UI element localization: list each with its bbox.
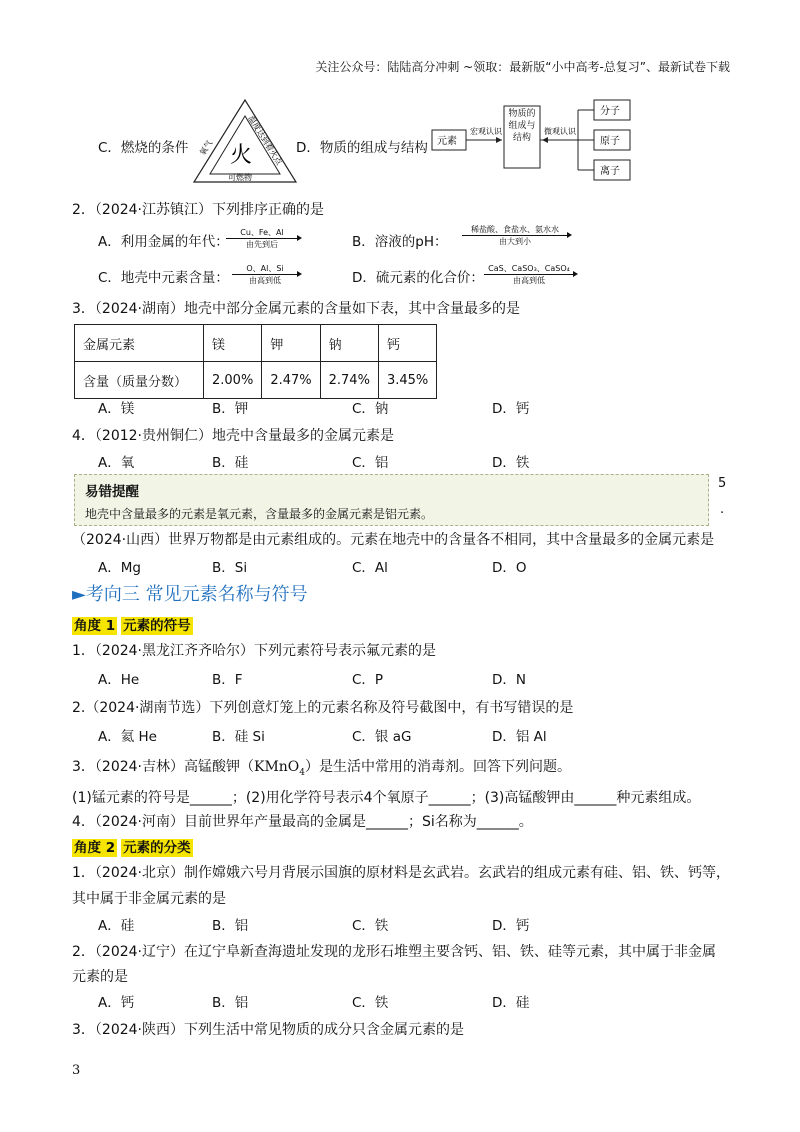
tip-text: 地壳中含量最多的元素是氧元素，含量最多的金属元素是铝元素。 bbox=[85, 507, 434, 521]
a2q2-option-c: C．铁 bbox=[352, 995, 389, 1011]
q2-option-b: B．溶液的pH： bbox=[352, 234, 448, 250]
a2q3-stem: 3．（2024·陕西）下列生活中常见物质的成分只含金属元素的是 bbox=[72, 1022, 464, 1038]
q4-option-b: B．硅 bbox=[212, 455, 249, 471]
metal-content-table bbox=[74, 324, 437, 399]
q2-option-c: C．地壳中元素含量： bbox=[98, 270, 229, 286]
table-cell: 2.74% bbox=[320, 362, 378, 399]
a1q1-option-a: A．He bbox=[98, 672, 140, 688]
q2-d-arrow: CaS、CaSO₃、CaSO₄ 由高到低 bbox=[484, 263, 574, 286]
q2-b-arrow: 稀盐酸、食盐水、氨水水 由大到小 bbox=[462, 224, 568, 247]
q2-c-arrow: O、Al、Si 由高到低 bbox=[232, 263, 298, 286]
q4-option-c: C．铝 bbox=[352, 455, 389, 471]
table-cell: 3.45% bbox=[378, 362, 436, 399]
a1q1-option-b: B．F bbox=[212, 672, 243, 688]
table-row bbox=[75, 362, 437, 399]
fire-label: 火 bbox=[230, 143, 253, 168]
a2q1-option-a: A．硅 bbox=[98, 918, 135, 934]
a2q2-option-b: B．铝 bbox=[212, 995, 249, 1011]
table-cell: 2.47% bbox=[262, 362, 320, 399]
angle-2-label: 角度 2 bbox=[74, 840, 116, 856]
q3-option-b: B．钾 bbox=[212, 401, 249, 417]
a1q2-option-c: C．银 aG bbox=[352, 729, 412, 745]
q5-option-a: A．Mg bbox=[98, 560, 141, 576]
q4-option-d: D．铁 bbox=[492, 455, 530, 471]
a1q1-option-d: D．N bbox=[492, 672, 526, 688]
table-cell: 钙 bbox=[378, 325, 436, 362]
q2-stem: 2．（2024·江苏镇江）下列排序正确的是 bbox=[72, 202, 324, 218]
q4-stem: 4．（2012·贵州铜仁）地壳中含量最多的金属元素是 bbox=[72, 428, 394, 444]
q5-number: 5 bbox=[718, 476, 727, 491]
q5-option-c: C．Al bbox=[352, 560, 388, 576]
temperature-label: 温度达到着火点 bbox=[246, 114, 284, 167]
q3-option-c: C．钠 bbox=[352, 401, 389, 417]
a1q2-option-a: A．氦 He bbox=[98, 729, 157, 745]
a2q2-line2: 元素的是 bbox=[72, 969, 128, 985]
a2q1-line1: 1．（2024·北京）制作嫦娥六号月背展示国旗的原材料是玄武岩。玄武岩的组成元素有硅、铝、铁、钙等， bbox=[72, 865, 730, 881]
center-box: 物质的组成与结构 bbox=[508, 109, 536, 143]
angle-1-title: 元素的符号 bbox=[123, 618, 191, 634]
angle-1-label: 角度 1 bbox=[74, 618, 116, 634]
a1q2-option-b: B．硅 Si bbox=[212, 729, 265, 745]
q1-option-c: C．燃烧的条件 bbox=[98, 140, 189, 156]
a2q1-option-b: B．铝 bbox=[212, 918, 249, 934]
q5-stem: （2024·山西）世界万物都是由元素组成的。元素在地壳中的含量各不相同，其中含量最多的金属元素是 bbox=[72, 532, 715, 548]
table-cell: 钠 bbox=[320, 325, 378, 362]
a1q2-option-d: D．铝 Al bbox=[492, 729, 547, 745]
fuel-label: 可燃物 bbox=[228, 173, 252, 182]
q2-option-d: D．硫元素的化合价： bbox=[352, 270, 484, 286]
element-box: 元素 bbox=[437, 136, 457, 147]
a2q2-option-d: D．硅 bbox=[492, 995, 530, 1011]
oxygen-label: 氧气 bbox=[198, 138, 215, 158]
page-number: 3 bbox=[72, 1063, 81, 1078]
table-cell: 镁 bbox=[204, 325, 262, 362]
q5-option-d: D．O bbox=[492, 560, 527, 576]
fire-triangle-diagram bbox=[190, 96, 300, 188]
table-row bbox=[75, 325, 437, 362]
q2-option-a: A．利用金属的年代： bbox=[98, 234, 229, 250]
table-cell: 含量（质量分数） bbox=[75, 362, 204, 399]
a2q1-option-c: C．铁 bbox=[352, 918, 389, 934]
section-title: ►考向三 常见元素名称与符号 bbox=[72, 584, 308, 605]
macro-label: 宏观认识 bbox=[470, 127, 502, 136]
a1q1-option-c: C．P bbox=[352, 672, 384, 688]
a1q3-stem: 3．（2024·吉林）高锰酸钾（KMnO$_4$）是生活中常用的消毒剂。回答下列问题。 bbox=[72, 759, 572, 778]
a2q2-line1: 2．（2024·辽宁）在辽宁阜新查海遗址发现的龙形石堆塑主要含钙、铝、铁、硅等元素，其中属于非金属 bbox=[72, 944, 716, 960]
q3-stem: 3．（2024·湖南）地壳中部分金属元素的含量如下表，其中含量最多的是 bbox=[72, 301, 520, 317]
angle-2-title: 元素的分类 bbox=[123, 840, 191, 856]
angle-1-heading bbox=[72, 614, 193, 634]
q3-option-d: D．钙 bbox=[492, 401, 530, 417]
q5-option-b: B．Si bbox=[212, 560, 248, 576]
q4-option-a: A．氧 bbox=[98, 455, 135, 471]
angle-2-heading bbox=[72, 836, 193, 856]
q2-a-arrow: Cu、Fe、Al 由先到后 bbox=[226, 227, 298, 250]
molecule-box: 分子 bbox=[600, 106, 620, 117]
q1-option-d: D．物质的组成与结构 bbox=[296, 140, 428, 156]
table-cell: 钾 bbox=[262, 325, 320, 362]
a1q2-stem: 2.（2024·湖南节选）下列创意灯笼上的元素名称及符号截图中，有书写错误的是 bbox=[72, 700, 574, 716]
a2q1-option-d: D．钙 bbox=[492, 918, 530, 934]
formula-kmno4: KMnO$_4$ bbox=[254, 759, 306, 778]
a1q4-stem: 4．（2024·河南）目前世界年产量最高的金属是______；Si名称为______。 bbox=[72, 814, 533, 830]
a1q3-parts: (1)锰元素的符号是______；(2)用化学符号表示4个氧原子______；(3)高锰酸钾由______种元素组成。 bbox=[72, 790, 701, 806]
a2q2-option-a: A．钙 bbox=[98, 995, 135, 1011]
micro-label: 微观认识 bbox=[544, 127, 576, 136]
page-header: 关注公众号：陆陆高分冲刺 ~领取：最新版“小中高考-总复习”、最新试卷下载 bbox=[315, 60, 730, 74]
table-cell: 2.00% bbox=[204, 362, 262, 399]
structure-flow-diagram bbox=[430, 96, 640, 188]
q3-option-a: A．镁 bbox=[98, 401, 135, 417]
q5-number-dot: . bbox=[720, 502, 725, 517]
a2q1-line2: 其中属于非金属元素的是 bbox=[72, 891, 226, 907]
atom-box: 原子 bbox=[600, 136, 620, 147]
a1q1-stem: 1．（2024·黑龙江齐齐哈尔）下列元素符号表示氟元素的是 bbox=[72, 643, 436, 659]
table-cell: 金属元素 bbox=[75, 325, 204, 362]
tip-title: 易错提醒 bbox=[85, 484, 139, 500]
error-tip-box bbox=[74, 474, 709, 526]
ion-box: 离子 bbox=[600, 166, 620, 177]
